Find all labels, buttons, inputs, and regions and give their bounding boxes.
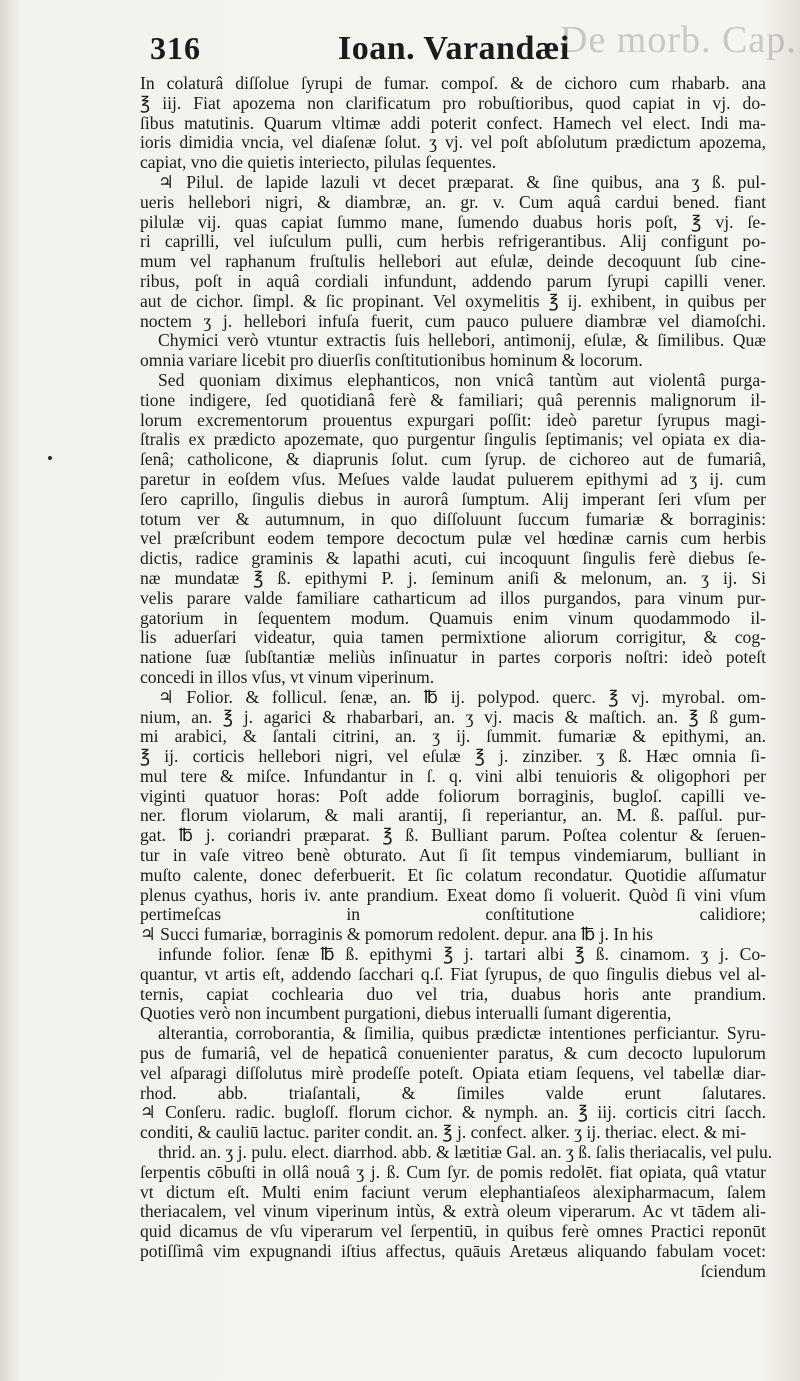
text-line: theriacalem, vel vinum viperinum intùs, & extrà oleum viperarum. Ac vt tādem ali- xyxy=(140,1201,766,1222)
text-line: muſto calente, donec deferbuerit. Et ſic colatum recondatur. Quotidie aſſumatur xyxy=(140,864,766,885)
text-line: tur in vaſe vitreo benè obturato. Aut ſi ſit tempus vindemiarum, bulliant in xyxy=(140,845,766,866)
text-line: vt dictum eſt. Multi enim faciunt verum elephantiaſeos alexipharmacum, ſalem xyxy=(140,1181,766,1202)
text-line: Chymici verò vtuntur extractis ſuis hellebori, antimonij, eſulæ, & ſimilibus. Quæ xyxy=(158,330,766,351)
text-line: ſero caprillo, ſingulis diebus in aurorâ ſumptum. Alij imperant ſeri vſum per xyxy=(140,488,766,509)
text-line: capiat, vno die quietis interiecto, pilulas ſequentes. xyxy=(140,152,497,173)
text-line: ♃ Pilul. de lapide lazuli vt decet præparat. & ſine quibus, ana ʒ ß. pul- xyxy=(158,171,766,192)
text-line: mum vel raphanum fruſtulis hellebori aut eſulæ, deinde decoquunt ſub cine- xyxy=(140,251,766,272)
text-line: Sed quoniam diximus elephanticos, non vnicâ tantùm aut violentâ purga- xyxy=(158,369,766,390)
text-line: ioris dimidia vncia, vel diaſenæ ſolut. ʒ vj. vel poſt abſolutum prædictum apozema, xyxy=(140,132,766,153)
text-line: nium, an. ℥ j. agarici & rhabarbari, an. ʒ vj. macis & maſtich. an. ℥ ß gum- xyxy=(140,706,766,727)
text-line: lorum excrementorum prouentus expurgari poſſit: ideò paretur ſyrupus magi- xyxy=(140,409,766,430)
text-line: velis parare valde familiare catharticum ad illos purgandos, para vinum pur- xyxy=(140,587,766,608)
text-line: ribus, poſt in aquâ cordiali infundunt, addendo parum ſyrupi capilli vener. xyxy=(140,270,766,291)
text-line: alterantia, corroborantia, & ſimilia, quibus prædictæ intentiones perficiantur. Syru- xyxy=(158,1023,766,1044)
text-line: plenus cyathus, horis iv. ante prandium. Exeat domo ſi voluerit. Quòd ſi vini vſum xyxy=(140,884,766,905)
text-line: ♃ Folior. & follicul. ſenæ, an. ℔ ij. polypod. querc. ℥ vj. myrobal. om- xyxy=(158,686,766,707)
running-title: Ioan. Varandæi xyxy=(338,30,570,67)
catchword: ſciendum xyxy=(700,1260,766,1281)
text-line: tione indigere, ſed quotidianâ ferè & familiari; quâ perennis malignorum il- xyxy=(140,389,766,410)
text-line: ♃ Conſeru. radic. bugloſſ. florum cichor. & nymph. an. ℥ iij. corticis citri ſacch. xyxy=(140,1102,766,1123)
text-line: pus de fumariâ, vel de hepaticâ conuenienter paratus, & cum decocto lupulorum xyxy=(140,1043,766,1064)
text-line: noctem ʒ j. hellebori infuſa fuerit, cum pauco puluere diambræ vel diamoſchi. xyxy=(140,310,766,331)
text-line: ♃ Succi fumariæ, borraginis & pomorum redolent. depur. ana ℔ j. In his xyxy=(140,924,653,945)
text-line: viginti quatuor horas: Poſt adde foliorum borraginis, bugloſ. capilli ve- xyxy=(140,785,766,806)
text-line: infunde folior. ſenæ ℔ ß. epithymi ℥ j. tartari albi ℥ ß. cinamom. ʒ j. Co- xyxy=(158,944,766,965)
text-line: omnia variare licebit pro diuerſis conſtitutionibus hominum & locorum. xyxy=(140,350,643,371)
text-line: ſibus matutinis. Quarum vltimæ addi poterit confect. Hamech vel elect. Indi ma- xyxy=(140,112,766,133)
text-line: vel præſcribunt eodem tempore decoctum pulæ vel hœdinæ carnis cum herbis xyxy=(140,528,766,549)
text-line: ternis, capiat cochlearia duo vel tria, duabus horis ante prandium. xyxy=(140,983,766,1004)
text-line: conditi, & cauliū lactuc. pariter condit. an. ℥ j. confect. alker. ʒ ij. theriac. elect. & mi- xyxy=(140,1122,747,1143)
text-line: concedi in illos vſus, vt vinum viperinum. xyxy=(140,666,435,687)
text-line: ner. florum violarum, & mali arantij, ſi reperiantur, an. M. ß. paſſul. pur- xyxy=(140,805,766,826)
text-line: pilulæ vij. quas capiat ſummo mane, ſumendo duabus horis poſt, ℥ vj. ſe- xyxy=(140,211,766,232)
page-header xyxy=(150,30,710,74)
text-line: lis aduerſari videatur, quia tamen permixtione aliorum corrigitur, & cog- xyxy=(140,627,766,648)
text-line: quantur, vt artis eſt, addendo ſacchari q.ſ. Fiat ſyrupus, de quo ſingulis diebus vel al- xyxy=(140,963,766,984)
page-number: 316 xyxy=(150,30,201,66)
text-line: ſtralis ex prædicto apozemate, quo purgentur ſingulis ſeptimanis; vel opiata ex dia- xyxy=(140,429,766,450)
text-line: ri caprilli, vel iuſculum pulli, cum herbis refrigerantibus. Alij configunt po- xyxy=(140,231,766,252)
text-line: mi arabici, & ſantali citrini, an. ʒ ij. ſummit. fumariæ & epithymi, an. xyxy=(140,726,766,747)
ink-speck xyxy=(48,456,52,460)
text-line: dictis, radice graminis & lapathi acuti, cui incoquunt ſingulis ferè diebus ſe- xyxy=(140,548,766,569)
text-line: gat. ℔ j. coriandri præparat. ℥ ß. Bulliant parum. Poſtea colentur & ſeruen- xyxy=(140,825,766,846)
text-line: rhod. abb. triaſantali, & ſimiles valde erunt ſalutares. xyxy=(140,1082,766,1103)
text-line: ueris hellebori nigri, & diambræ, an. gr. v. Cum aquâ cardui bened. fiant xyxy=(140,191,766,212)
text-line: gatorium in ſequentem modum. Quamuis enim vinum quodammodo il- xyxy=(140,607,766,628)
text-line: ℥ iij. Fiat apozema non clarificatum pro robuſtioribus, quod capiat in vj. do- xyxy=(140,92,766,113)
bleed-through-text: De morb. Cap. xyxy=(560,19,797,61)
text-line: Quoties verò non incumbent purgationi, diebus interualli ſumant digerentia, xyxy=(140,1003,672,1024)
text-line: ſenâ; catholicone, & diaprunis ſolut. cum ſyrup. de cichoreo aut de fumariâ, xyxy=(140,449,766,470)
text-line: aut de cichor. ſimpl. & ſic propinant. Vel oxymelitis ℥ ij. exhibent, in quibus per xyxy=(140,290,766,311)
text-line: natione ſuæ ſubſtantiæ meliùs inſinuatur in partes corporis noſtri: ideò poteſt xyxy=(140,647,766,668)
body-text xyxy=(140,73,773,1282)
text-line: mul tere & miſce. Infundantur in ſ. q. vini albi tenuioris & oligophori per xyxy=(140,765,766,786)
text-line: totum ver & autumnum, in quo diſſoluunt ſuccum fumariæ & borraginis: xyxy=(140,508,766,529)
text-line: ſerpentis cōbuſti in ollâ nouâ ʒ j. ß. Cum ſyr. de pomis redolēt. fiat opiata, quâ vtatur xyxy=(140,1161,766,1182)
text-line: In colaturâ diſſolue ſyrupi de fumar. compoſ. & de cichoro cum rhabarb. ana xyxy=(140,73,766,93)
text-line: potiſſimâ vim expugnandi iſtius affectus, quāuis Aretæus aliquando fabulam vocet: xyxy=(140,1241,766,1262)
text-line: vel aſparagi diſſolutus mirè prodeſſe poteſt. Opiata etiam ſequens, vel tabellæ diar- xyxy=(140,1062,766,1083)
text-line: quid dicamus de vſu viperarum vel ſerpentiū, in quibus ferè omnes Practici reponūt xyxy=(140,1221,766,1242)
text-line: ℥ ij. corticis hellebori nigri, vel eſulæ ℥ j. zinziber. ʒ ß. Hæc omnia ſi- xyxy=(140,746,766,767)
text-line: thrid. an. ʒ j. pulu. elect. diarrhod. abb. & lætitiæ Gal. an. ʒ ß. ſalis theriacalis, vel pulu. xyxy=(158,1142,773,1163)
text-line: næ mundatæ ℥ ß. epithymi P. j. ſeminum aniſi & melonum, an. ʒ ij. Si xyxy=(140,567,766,588)
text-line: pertimeſcas in conſtitutione calidiore; xyxy=(140,904,766,925)
text-line: paretur in eoſdem vſus. Meſues valde laudat puluerem epithymi ad ʒ ij. cum xyxy=(140,468,766,489)
